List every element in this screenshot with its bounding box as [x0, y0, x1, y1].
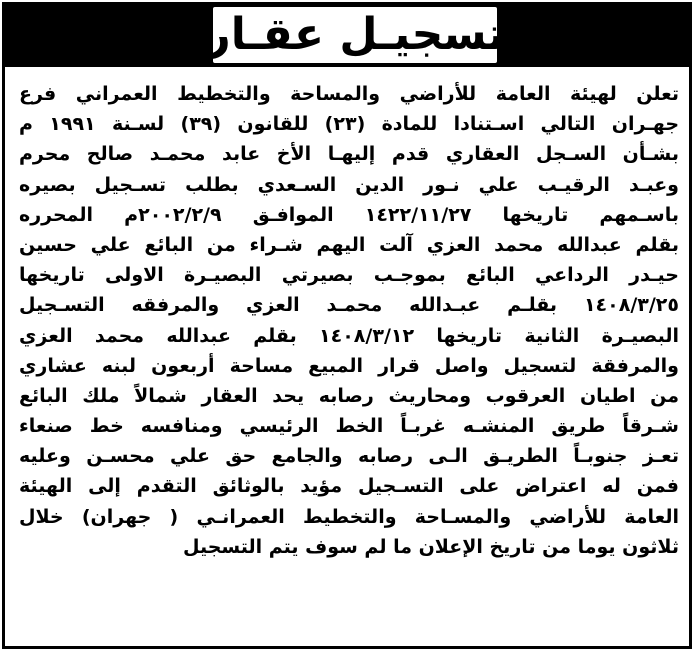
body-line: شـرقاً طريق المنشـه غربـاً الخط الرئيسي ومنافسه خط صنعاء: [19, 415, 679, 438]
body-line: البصيـرة الثانية تاريخها ١٤٠٨/٣/١٢ بقلم عبدالله محمد العزي: [19, 324, 679, 347]
notice-title: تسجيـل عقـار: [205, 9, 505, 60]
body-line: بشـأن السـجل العقاري قدم إليهـا الأخ عابد محمـد صالح محرم: [19, 143, 679, 166]
body-line: فمن له اعتراض على التسـجيل مؤيد بالوثائق التقدم إلى الهيئة: [19, 475, 679, 498]
property-registration-notice: [2, 2, 692, 649]
header-band: [5, 5, 689, 67]
body-line: العامة للأراضي والمسـاحة والتخطيط العمرانـي ( جهران) خلال: [19, 505, 679, 528]
body-line: حيـدر الرداعي البائع بموجـب بصيرتي البصيـرة الاولى تاريخها: [19, 264, 679, 287]
notice-body: [19, 79, 679, 562]
body-line: والمرفقة لتسجيل واصل قرار المبيع مساحة أربعون لبنه عشاري: [19, 354, 679, 377]
body-line: باسـمهم تاريخها ١٤٢٢/١١/٢٧ الموافـق ٢٠٠٢/٢/٩م المحرره: [19, 203, 679, 226]
body-line: وعبـد الرقيـب علي نـور الدين السـعدي بطلب تسـجيل بصيره: [19, 173, 679, 196]
body-line: تعلن لهيئة العامة للأراضي والمساحة والتخطيط العمراني فرع: [19, 83, 679, 105]
body-line: بقلم عبدالله محمد العزي آلت اليهم شـراء من البائع علي حسين: [19, 233, 679, 256]
body-line: ١٤٠٨/٣/٢٥ بقلـم عبـدالله محمـد العزي والمرفقه التسـجيل: [19, 294, 679, 317]
body-line: من اطيان العرقوب ومحاريث رصابه يحد العقار شمالاً ملك البائع: [19, 384, 679, 407]
body-line: تعـز جنوبـاً الطريـق الـى رصابه والجامع حق علي محسـن وعليه: [19, 445, 679, 468]
body-line: ثلاثون يوما من تاريخ الإعلان ما لم سوف يتم التسجيل: [182, 535, 679, 558]
body-line: جهـران التالي اسـتنادا للمادة (٢٣) للقانون (٣٩) لسـنة ١٩٩١ م: [19, 113, 679, 136]
title-box: [205, 7, 505, 63]
